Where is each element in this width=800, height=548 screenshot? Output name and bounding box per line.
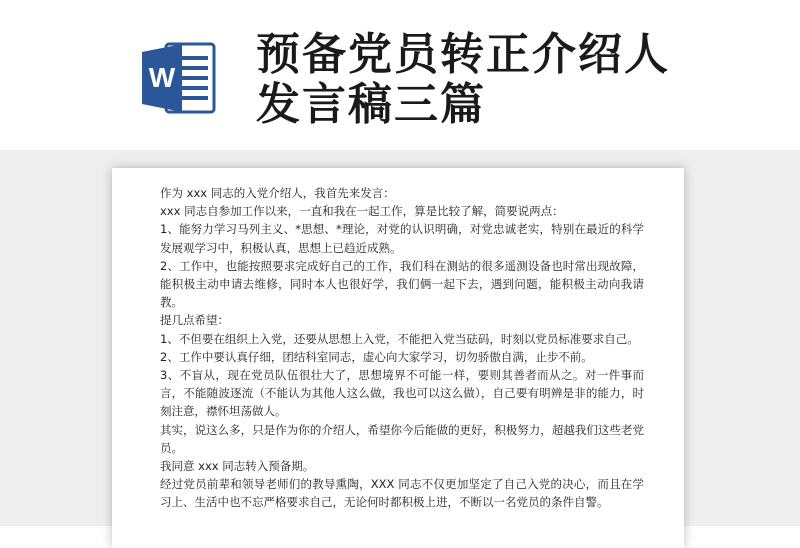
paragraph: 作为 xxx 同志的入党介绍人，我首先来发言：	[160, 186, 395, 200]
paragraph: 经过党员前辈和领导老师们的教导熏陶，XXX 同志不仅更加坚定了自己入党的决心，而且在学习上、生活中也不忘严格要求自己，无论何时都积极上进，不断以一名党员的条件自警。	[160, 477, 644, 510]
document-body	[160, 184, 644, 512]
paragraph: 1、能努力学习马列主义、*思想、*理论，对党的认识明确，对党忠诚老实，特别在最近的科学发展观学习中，积极认真，思想上已趋近成熟。	[160, 222, 644, 255]
paragraph: 2、工作中要认真仔细，团结科室同志，虚心向大家学习，切勿骄傲自满，止步不前。	[160, 349, 593, 364]
word-logo-letter: W	[148, 62, 176, 93]
title-line-1: 预备党员转正介绍人	[256, 29, 670, 80]
word-document-icon	[138, 38, 218, 118]
paragraph: 我同意 xxx 同志转入预备期。	[160, 459, 315, 474]
paragraph: 提几点希望：	[160, 313, 229, 328]
paragraph: 1、不但要在组织上入党，还要从思想上入党，不能把入党当砝码，时刻以党员标准要求自己。	[160, 331, 639, 346]
paragraph: 2、工作中，也能按照要求完成好自己的工作，我们科在测站的很多遥测设备也时常出现故障，能积极主动申请去维修，同时本人也很好学，我们俩一起下去，遇到问题，能积极主动向我请教。	[160, 258, 644, 310]
document-page	[112, 168, 684, 548]
paragraph: xxx 同志自参加工作以来，一直和我在一起工作，算是比较了解，简要说两点：	[160, 204, 564, 219]
title-line-2: 发言稿三篇	[256, 79, 486, 130]
paragraph: 3、不盲从，现在党员队伍很壮大了，思想境界不可能一样，要则其善者而从之。对一件事而言，不能随波逐流（不能认为其他人这么做，我也可以这么做），自己要有明辨是非的能力，时刻注意，襟怀坦荡做人。	[160, 368, 644, 419]
page-title	[256, 30, 776, 130]
paragraph: 其实，说这么多，只是作为你的介绍人，希望你今后能做的更好，积极努力，超越我们这些老党员。	[160, 422, 644, 455]
header-banner	[0, 0, 800, 150]
